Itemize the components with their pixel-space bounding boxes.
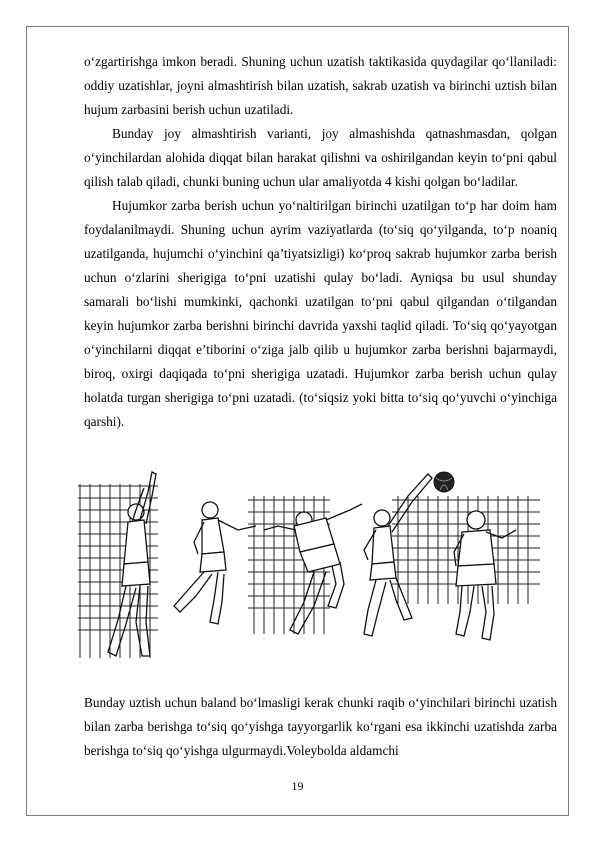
page-number: 19 xyxy=(291,779,304,793)
paragraph-1: o‘zgartirishga imkon beradi. Shuning uchun uzatish taktikasida quydagilar qo‘llaniladi: oddiy uzatishlar, joyni almashtirish bilan uzatish, sakrab uzatish va birinchi uztish bilan hujum zarbasini berish uchun uzatiladi. xyxy=(84,54,557,117)
paragraph-4: Bunday uztish uchun baland bo‘lmasligi kerak chunki raqib o‘yinchilari birinchi uzatish bilan zarba berishga to‘siq qo‘yishga tayyorgarlik ko‘rgani esa ikkinchi uzatishda zarba berishga to‘siq qo‘yishga ulgurmaydi.Voleybolda aldamchi xyxy=(84,695,557,758)
paragraph-3: Hujumkor zarba berish uchun yo‘naltirilgan birinchi uzatilgan to‘p har doim ham foydalanilmaydi. Shuning uchun ayrim vaziyatlarda (to‘siq qo‘yilganda, to‘p noaniq uzatilganda, hujumchi o‘yinchini qa’tiyatsizligi) ko‘proq sakrab hujumkor zarba berish uchun o‘zlarini sherigiga to‘pni uzatishi qulay bo‘ladi. Ayniqsa bu usul shunday samarali bo‘lishi mumkinki, qachonki uzatilgan to‘pni qabul qilgandan o‘tilgandan keyin hujumkor zarba berishni birinchi davrida yaxshi taqlid qiladi. To‘siq qo‘yayotgan o‘yinchilarni diqqat e’tiborini o‘ziga jalb qilib u hujumkor zarba berishni bajarmaydi, biroq, oxirgi daqiqada to‘pni sherigiga uzatadi. Hujumkor zarba berish uchun qulay holatda turgan sherigiga to‘pni uzatadi. (to‘siqsiz yoki bitta to‘siq qo‘yuvchi o‘yinchiga qarshi). xyxy=(84,198,557,429)
player-figure-5 xyxy=(454,511,516,640)
volleyball-icon xyxy=(434,472,454,492)
volleyball-illustration xyxy=(78,434,540,666)
player-figure-2 xyxy=(174,502,256,624)
body-text-bottom xyxy=(84,691,557,763)
body-text-top xyxy=(84,50,557,434)
player-figure-1 xyxy=(108,472,156,656)
paragraph-2: Bunday joy almashtirish varianti, joy almashishda qatnashmasdan, qolgan o‘yinchilardan alohida diqqat bilan harakat qilishni va oshirilgandan keyin to‘pni qabul qilish talab qiladi, chunki buning uchun ular amaliyotda 4 kishi qolgan bo‘ladilar. xyxy=(84,126,557,189)
